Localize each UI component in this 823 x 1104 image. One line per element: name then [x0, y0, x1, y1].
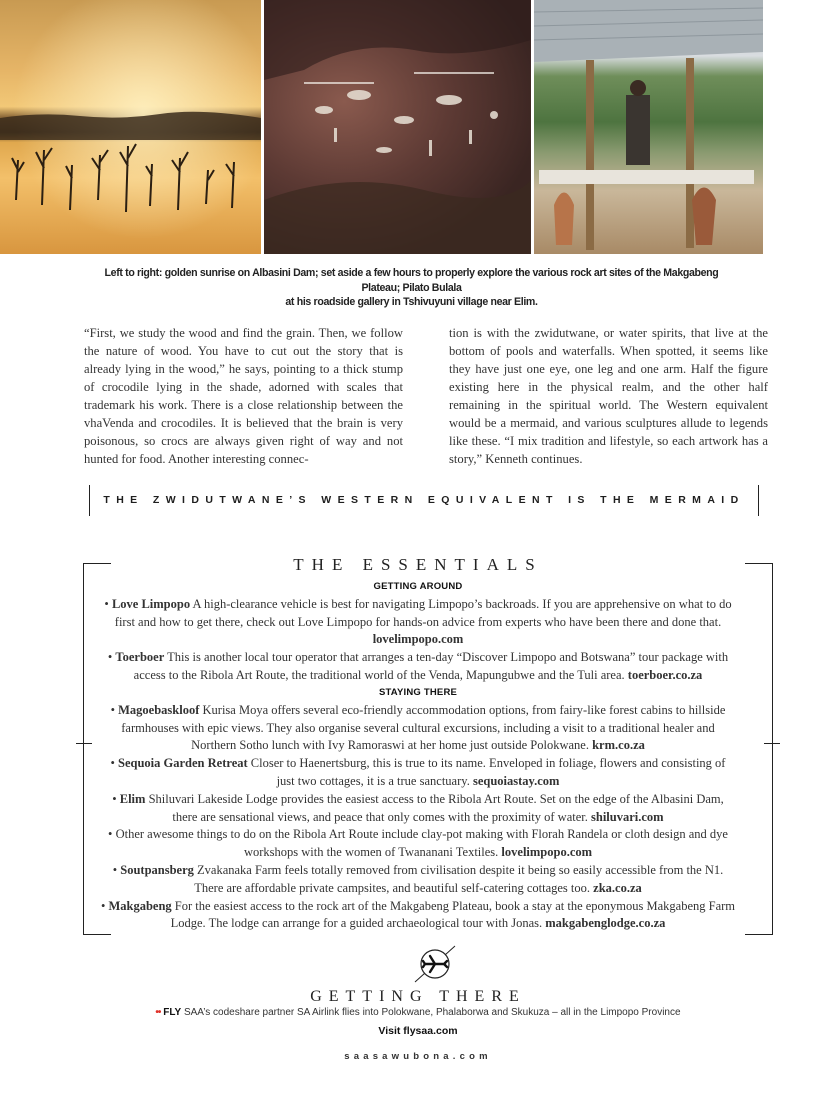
box-tick-left [76, 743, 92, 744]
list-item: • Makgabeng For the easiest access to the rock art of the Makgabeng Plateau, book a stay at the eponymous Makgabeng Farm Lodge. The lodge can arrange for a guided archaeological tour with Jonas. makgabenglodge.co.za [100, 898, 736, 931]
list-item: • Sequoia Garden Retreat Closer to Haenertsburg, this is true to its name. Enveloped in foliage, flowers and consisting of just two cottages, it is a true sanctuary. sequoiastay.com [110, 756, 726, 788]
box-tick-right [764, 743, 780, 744]
dam-trees-illustration [0, 0, 261, 254]
list-item: • Elim Shiluvari Lakeside Lodge provides the easiest access to the Ribola Art Route. Set on the edge of the Albasini Dam, there are sensational views, and peace that only comes with the proximity of water. shiluvari.com [112, 791, 724, 824]
item-name: Sequoia Garden Retreat [118, 756, 248, 771]
item-name: Magoebaskloof [118, 702, 200, 717]
box-corner-top-right [745, 563, 773, 564]
item-name: Makgabeng [108, 898, 172, 913]
makgabeng-rock-art-photo [264, 0, 531, 254]
item-name: Love Limpopo [111, 596, 191, 611]
pull-quote-block [89, 485, 759, 516]
list-item: • Other awesome things to do on the Ribola Art Route include clay-pot making with Florah Randela or cloth design and dye workshops with the women of Twananani Textiles. lovelimpopo.com [108, 827, 728, 860]
footer-url[interactable]: saasawubona.com [344, 1051, 492, 1062]
item-name: Soutpansberg [120, 862, 194, 877]
essentials-title: THE ESSENTIALS [293, 555, 543, 574]
list-item: • Toerboer This is another local tour operator that arranges a ten-day “Discover Limpopo and Botswana” tour package with access to the Ribola Art Route, the traditional world of the Venda, Mapungubwe and the Tuli area. toerboer.co.za [107, 650, 729, 682]
item-text: Kurisa Moya offers several eco-friendly accommodation options, from fairy-like forest cabins to hillside farmhouses with epic views. They also organise several cultural excursions, including a visit to a traditional healer and Northern Sotho lunch with Ivy Ramoraswi at her home just outside Polokwane. [121, 702, 726, 753]
caption-line-2: at his roadside gallery in Tshivuyuni village near Elim. [285, 296, 538, 308]
pilato-bulala-gallery-photo [534, 0, 763, 254]
visit-link[interactable]: Visit flysaa.com [378, 1025, 458, 1037]
item-text: Other awesome things to do on the Ribola Art Route include clay-pot making with Florah Randela or cloth design and dye workshops with the women of Twananani Textiles. [115, 827, 728, 860]
getting-around-heading: GETTING AROUND [373, 581, 463, 592]
item-name: Elim [119, 791, 146, 806]
fly-description: SAA’s codeshare partner SA Airlink flies into Polokwane, Phalaborwa and Skukuza – all in the Limpopo Province [181, 1007, 681, 1018]
photo-caption [96, 266, 727, 310]
getting-there-title: GETTING THERE [310, 988, 526, 1005]
airplane-icon [411, 944, 459, 984]
item-link[interactable]: shiluvari.com [591, 809, 664, 824]
item-link[interactable]: krm.co.za [592, 738, 645, 753]
roadside-gallery-illustration [534, 0, 763, 254]
item-text: Zvakanaka Farm feels totally removed from civilisation despite it being so easily accessible from the N1. There are affordable private campsites, and beautiful self-catering cottages too. [193, 862, 724, 895]
item-link[interactable]: toerboer.co.za [627, 667, 703, 682]
getting-around-section [100, 578, 736, 685]
pull-quote: THE ZWIDUTWANE’S WESTERN EQUIVALENT IS THE MERMAID [103, 494, 745, 506]
list-item: • Soutpansberg Zvakanaka Farm feels totally removed from civilisation despite it being so easily accessible from the N1. There are affordable private campsites, and beautiful self-catering cottages too. zka.co.za [112, 862, 724, 895]
staying-there-section [100, 684, 736, 933]
item-text: Closer to Haenertsburg, this is true to its name. Enveloped in foliage, flowers and consisting of just two cottages, it is a true sanctuary. [247, 756, 726, 788]
list-item: • Love Limpopo A high-clearance vehicle is best for navigating Limpopo’s backroads. If you are apprehensive on what to do first and how to get there, check out Love Limpopo for hands-on advice from experts who have been there and done that. lovelimpopo.com [104, 596, 732, 647]
item-name: Toerboer [115, 650, 165, 665]
albasini-dam-sunrise-photo [0, 0, 261, 254]
fly-label: FLY [163, 1007, 182, 1018]
caption-line-1: Left to right: golden sunrise on Albasini Dam; set aside a few hours to properly explore the various rock art sites of the Makgabeng Plateau; Pilato Bulala [104, 267, 719, 294]
red-dots: •• [155, 1007, 161, 1018]
item-link[interactable]: zka.co.za [593, 880, 642, 895]
item-text: A high-clearance vehicle is best for navigating Limpopo’s backroads. If you are apprehensive on what to do first and how to get there, check out Love Limpopo for hands-on advice from experts who have been there and done that. [114, 596, 732, 629]
item-link[interactable]: lovelimpopo.com [372, 632, 464, 647]
item-link[interactable]: lovelimpopo.com [501, 845, 593, 860]
box-corner-bottom-right [745, 934, 773, 935]
list-item: • Magoebaskloof Kurisa Moya offers several eco-friendly accommodation options, from fairy-like forest cabins to hillside farmhouses with epic views. They also organise several cultural excursions, including a visit to a traditional healer and Northern Sotho lunch with Ivy Ramoraswi at her home just outside Polokwane. krm.co.za [110, 702, 726, 753]
getting-there-text [60, 1007, 776, 1018]
item-link[interactable]: sequoiastay.com [472, 773, 560, 788]
body-column-right: tion is with the zwidutwane, or water spirits, that live at the bottom of pools and waterfalls. When spotted, it seems like they have just one eye, one leg and one arm. Half the figure existing here in the physical realm, and the other half remaining in the spiritual world. The Western equivalent would be a mermaid, and various sculptures allude to legends like these. “I mix tradition and lifestyle, so each artwork has a story,” Kenneth continues. [449, 326, 768, 466]
body-column-left: “First, we study the wood and find the grain. Then, we follow the nature of wood. You have to cut out the story that is already lying in the wood,” he says, pointing to a thick stump of crocodile lying in the shade, adorned with scales that trademark his work. There is a close relationship between the vhaVenda and crocodiles. It is believed that the brain is very poisonous, so crocs are always given right of way and not hunted for food. Another interesting connec- [84, 326, 403, 466]
item-link[interactable]: makgabenglodge.co.za [545, 916, 666, 931]
item-text: This is another local tour operator that arranges a ten-day “Discover Limpopo and Botswana” tour package with access to the Ribola Art Route, the traditional world of the Venda, Mapungubwe and the Tuli area. [133, 650, 729, 682]
pull-quote-right-rule [758, 485, 759, 516]
item-text: For the easiest access to the rock art of the Makgabeng Plateau, book a stay at the eponymous Makgabeng Farm Lodge. The lodge can arrange for a guided archaeological tour with Jonas. [170, 898, 736, 931]
box-corner-bottom-left [83, 934, 111, 935]
rock-art-illustration [264, 0, 531, 254]
item-text: Shiluvari Lakeside Lodge provides the easiest access to the Ribola Art Route. Set on the edge of the Albasini Dam, there are sensational views, and peace that only comes with the proximity of water. [145, 791, 724, 824]
box-rule-left [83, 563, 84, 935]
staying-there-heading: STAYING THERE [378, 687, 458, 698]
box-rule-right [772, 563, 773, 935]
